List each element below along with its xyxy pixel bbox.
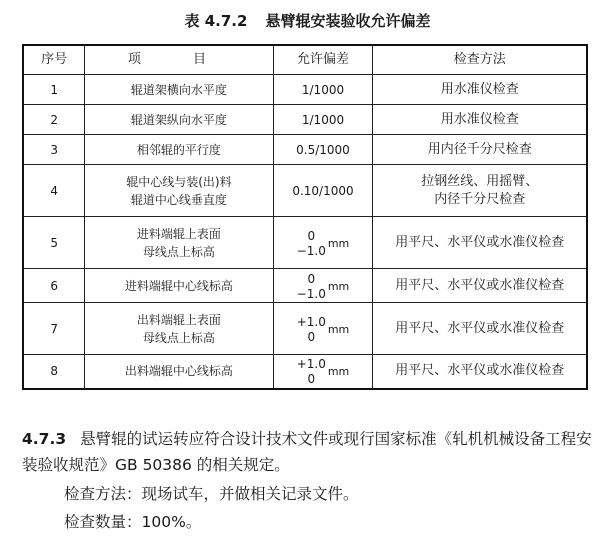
row-seq: 6	[23, 269, 85, 303]
row-item	[85, 165, 273, 217]
table-row	[23, 165, 587, 217]
deviation-values	[297, 357, 326, 387]
row-item-line: 母线点上标高	[142, 330, 215, 345]
table-caption	[0, 10, 615, 31]
deviation-values	[297, 272, 326, 302]
table-row	[23, 75, 587, 105]
row-seq: 1	[23, 75, 85, 105]
table-header-row	[23, 45, 587, 75]
table-title: 悬臂辊安装验收允许偏差	[265, 12, 431, 30]
clause-text: 悬臂辊的试运转应符合设计技术文件或现行国家标准《轧机机械设备工程安装验收规范》GB 50386 的相关规定。	[22, 430, 592, 474]
clause-check-method: 检查方法：现场试车，并做相关记录文件。	[64, 485, 359, 503]
deviation-lower: −1.0	[296, 243, 326, 258]
row-method	[373, 217, 587, 269]
row-item-line: 辊中心线与装(出)料	[126, 174, 232, 189]
row-deviation	[273, 269, 373, 303]
row-item	[85, 303, 273, 355]
row-deviation: 0.10/1000	[273, 165, 373, 217]
row-deviation	[273, 217, 373, 269]
row-method-line: 用平尺、水平仪或水准仪检查	[395, 320, 565, 336]
row-item-line: 进料端辊中心线标高	[124, 278, 233, 293]
row-method-line: 用内径千分尺检查	[427, 141, 532, 157]
row-method	[373, 355, 587, 389]
clause-number: 4.7.3	[22, 430, 67, 448]
deviation-unit: mm	[327, 322, 350, 336]
row-item	[85, 75, 273, 105]
deviation-upper: +1.0	[296, 314, 326, 329]
deviation-range	[297, 272, 350, 302]
row-deviation: 0.5/1000	[273, 135, 373, 165]
row-seq: 4	[23, 165, 85, 217]
row-item	[85, 135, 273, 165]
deviation-range	[297, 229, 350, 259]
row-deviation	[273, 355, 373, 389]
header-seq: 序号	[23, 45, 85, 75]
row-seq: 2	[23, 105, 85, 135]
row-item-line: 出料端辊上表面	[136, 312, 221, 327]
row-method	[373, 165, 587, 217]
row-method	[373, 269, 587, 303]
row-item	[85, 269, 273, 303]
row-item-line: 辊道架纵向水平度	[130, 112, 227, 127]
deviation-table	[22, 44, 588, 390]
deviation-range	[297, 357, 350, 387]
row-item	[85, 105, 273, 135]
row-item-line: 辊道架横向水平度	[130, 82, 227, 97]
row-method	[373, 303, 587, 355]
row-item-line: 母线点上标高	[142, 244, 215, 259]
row-item-line: 出料端辊中心线标高	[124, 364, 233, 379]
deviation-range	[297, 315, 350, 345]
deviation-upper: 0	[307, 271, 316, 286]
row-method-line: 用平尺、水平仪或水准仪检查	[395, 277, 565, 293]
row-method-line: 内径千分尺检查	[434, 191, 526, 207]
row-method-line: 用平尺、水平仪或水准仪检查	[395, 363, 565, 379]
clause-check-quantity: 检查数量：100%。	[64, 513, 202, 531]
row-method	[373, 75, 587, 105]
header-method: 检查方法	[373, 45, 587, 75]
row-method	[373, 105, 587, 135]
row-deviation: 1/1000	[273, 75, 373, 105]
row-method-line: 拉钢丝线、用摇臂、	[421, 173, 539, 189]
row-seq: 3	[23, 135, 85, 165]
row-seq: 8	[23, 355, 85, 389]
row-deviation: 1/1000	[273, 105, 373, 135]
deviation-lower: 0	[307, 329, 316, 344]
row-seq: 7	[23, 303, 85, 355]
row-item	[85, 355, 273, 389]
table-row	[23, 105, 587, 135]
deviation-unit: mm	[327, 365, 350, 379]
header-deviation: 允许偏差	[273, 45, 373, 75]
row-item-line: 进料端辊上表面	[136, 226, 221, 241]
clause-4-7-3	[22, 426, 597, 478]
row-item-line: 辊道中心线垂直度	[130, 192, 227, 207]
row-item-line: 相邻辊的平行度	[136, 142, 221, 157]
deviation-unit: mm	[327, 236, 350, 250]
row-deviation	[273, 303, 373, 355]
row-seq: 5	[23, 217, 85, 269]
table-row	[23, 303, 587, 355]
deviation-lower: −1.0	[296, 286, 326, 301]
table-row	[23, 355, 587, 389]
table-row	[23, 269, 587, 303]
deviation-unit: mm	[327, 279, 350, 293]
header-item: 项 目	[85, 45, 273, 75]
deviation-values	[297, 229, 326, 259]
deviation-lower: 0	[307, 372, 316, 387]
deviation-values	[297, 315, 326, 345]
row-method-line: 用水准仪检查	[440, 111, 519, 127]
table-row	[23, 217, 587, 269]
row-method-line: 用水准仪检查	[440, 81, 519, 97]
deviation-upper: +1.0	[296, 357, 326, 372]
row-method	[373, 135, 587, 165]
table-number: 表 4.7.2	[184, 12, 248, 30]
row-item	[85, 217, 273, 269]
table-row	[23, 135, 587, 165]
row-method-line: 用平尺、水平仪或水准仪检查	[395, 234, 565, 250]
deviation-upper: 0	[307, 228, 316, 243]
